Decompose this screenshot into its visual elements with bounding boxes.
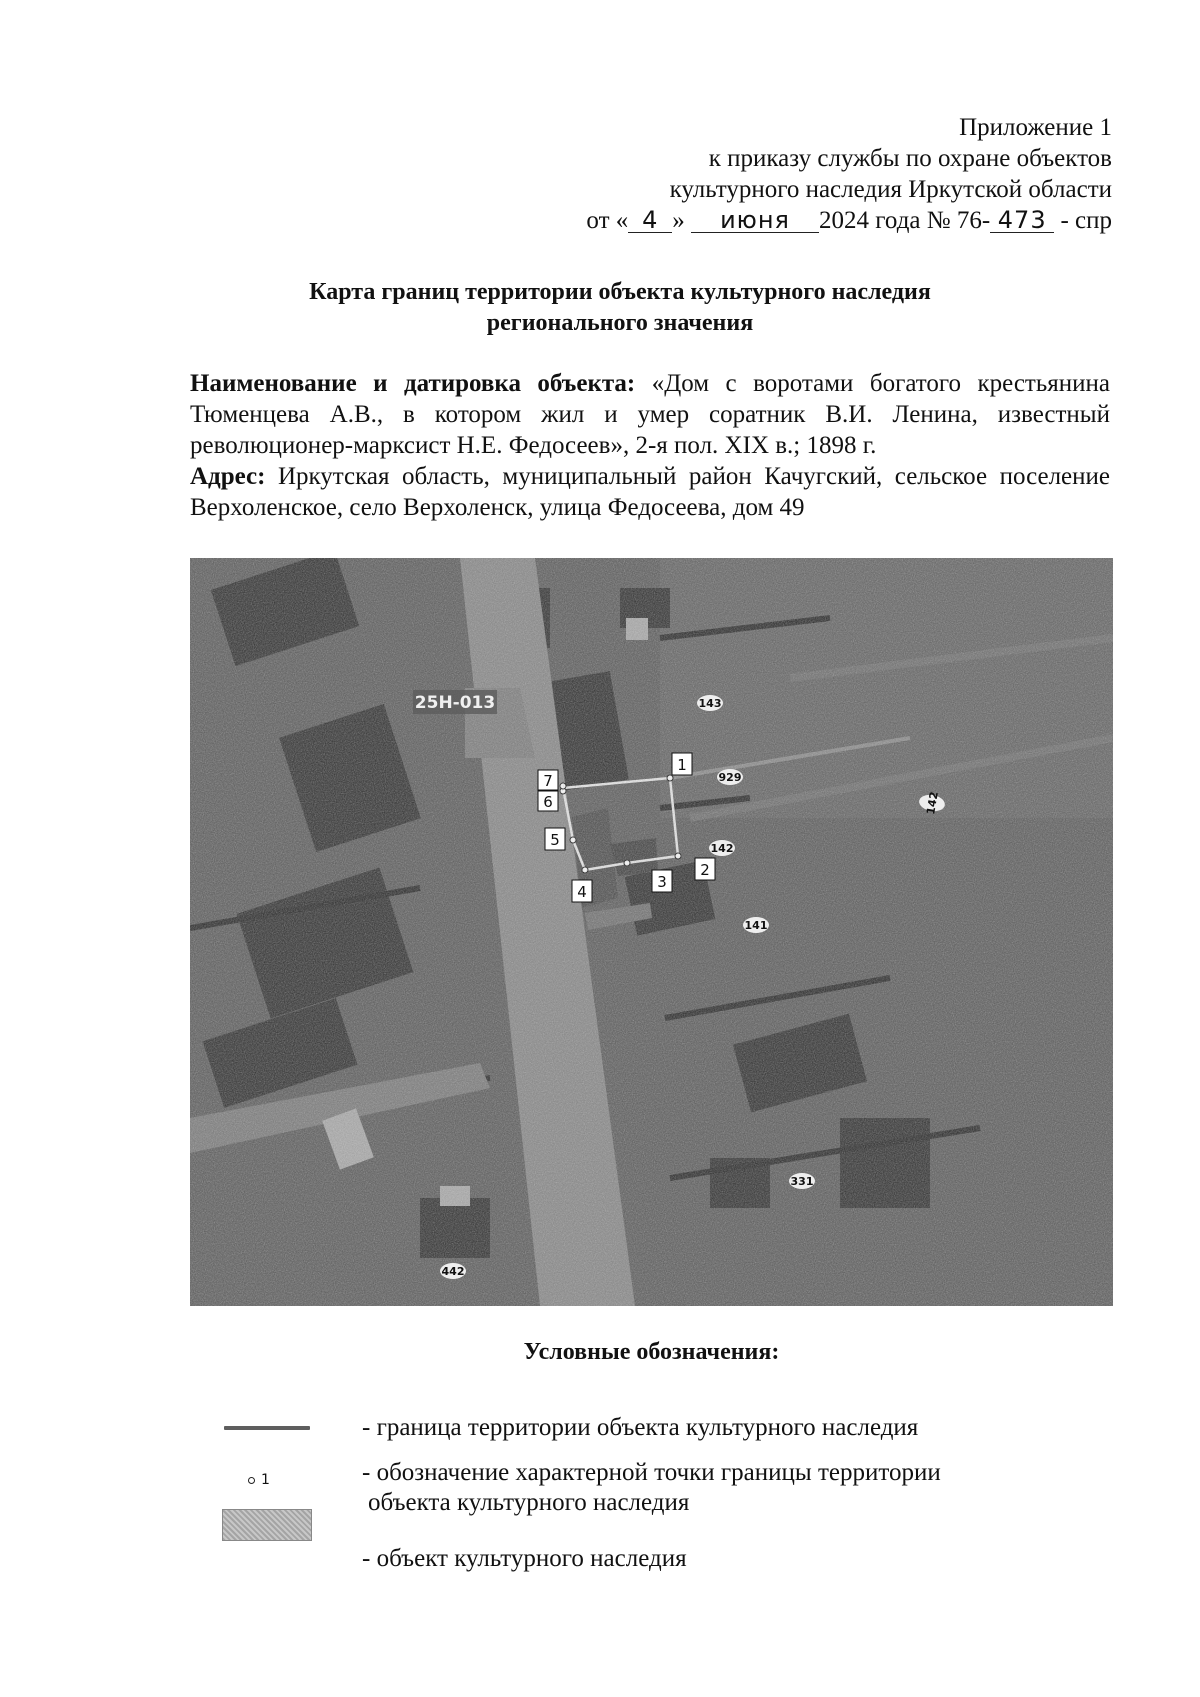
appendix-header [586, 112, 1112, 236]
svg-text:331: 331 [790, 1175, 814, 1188]
bldg-label-143 [697, 695, 723, 711]
legend-point-dot [248, 1477, 255, 1484]
road-label [413, 690, 497, 714]
road-label-text: 25Н-013 [414, 693, 496, 713]
svg-text:1: 1 [677, 756, 687, 774]
date-prefix: от « [586, 207, 629, 234]
satellite-map [190, 558, 1113, 1306]
address-value: Иркутская область, муниципальный район Качугский, сельское поселение Верхоленское, село Верхоленск, улица Федосеева, дом 49 [190, 463, 1110, 521]
appendix-number: Приложение 1 [959, 114, 1112, 141]
point-label-7 [538, 770, 558, 790]
legend-heritage-text: - объект культурного наследия [362, 1545, 687, 1572]
svg-text:4: 4 [577, 883, 587, 901]
handwritten-order-number: 473 [990, 208, 1054, 233]
title-line-2: регионального значения [486, 310, 754, 336]
point-label-4 [572, 880, 592, 902]
svg-text:142: 142 [710, 842, 734, 855]
bldg-label-141 [743, 917, 769, 933]
object-address-paragraph [190, 461, 1110, 523]
svg-text:141: 141 [744, 919, 768, 932]
object-name-value: «Дом с воротами богатого крестьянина Тюменцева А.В., в котором жил и умер соратник В.И. Ленина, известный революционер-марксист Н.Е. Федосеев», 2-я пол. XIX в.; 1898 г. [190, 370, 1110, 459]
point-label-1 [672, 753, 692, 775]
legend-title: Условные обозначения: [523, 1339, 780, 1365]
bldg-label-929 [717, 769, 743, 785]
legend-boundary-text: - граница территории объекта культурного наследия [362, 1414, 919, 1441]
bldg-label-442 [440, 1263, 466, 1279]
handwritten-day: 4 [628, 208, 672, 233]
bldg-label-142 [709, 840, 735, 856]
svg-text:442: 442 [441, 1265, 465, 1278]
appendix-date-line [586, 205, 1112, 236]
legend-point-number: 1 [261, 1472, 270, 1488]
appendix-org-line: культурного наследия Иркутской области [669, 176, 1112, 203]
legend-boundary-symbol [224, 1426, 310, 1430]
bldg-label-331 [789, 1173, 815, 1189]
page-title [180, 277, 1060, 339]
point-label-5 [545, 828, 565, 850]
appendix-order-line: к приказу службы по охране объектов [708, 145, 1112, 172]
object-name-label: Наименование и датировка объекта: [190, 370, 636, 397]
svg-text:5: 5 [550, 831, 560, 849]
object-description [190, 368, 1110, 523]
year-text: 2024 года № 76- [819, 207, 991, 234]
svg-text:929: 929 [718, 771, 742, 784]
svg-text:6: 6 [543, 793, 553, 811]
legend-point-text-1: - обозначение характерной точки границы территории [362, 1459, 941, 1486]
svg-text:143: 143 [698, 697, 722, 710]
grain-overlay [190, 558, 1113, 1306]
handwritten-month: июня [691, 208, 819, 233]
point-label-2 [695, 858, 715, 880]
date-sep: » [672, 207, 685, 234]
object-name-paragraph [190, 368, 1110, 461]
svg-text:7: 7 [543, 772, 553, 790]
address-label: Адрес: [190, 463, 266, 490]
point-label-3 [652, 870, 672, 892]
title-line-1: Карта границ территории объекта культурного наследия [309, 279, 931, 305]
point-label-6 [538, 791, 558, 811]
legend-point-text-2: объекта культурного наследия [368, 1489, 690, 1516]
svg-text:3: 3 [657, 873, 667, 891]
order-suffix: - спр [1054, 207, 1112, 234]
legend-heritage-swatch [222, 1509, 312, 1541]
svg-text:142: 142 [924, 790, 941, 816]
legend-point-symbol [248, 1472, 270, 1488]
svg-text:2: 2 [700, 861, 710, 879]
